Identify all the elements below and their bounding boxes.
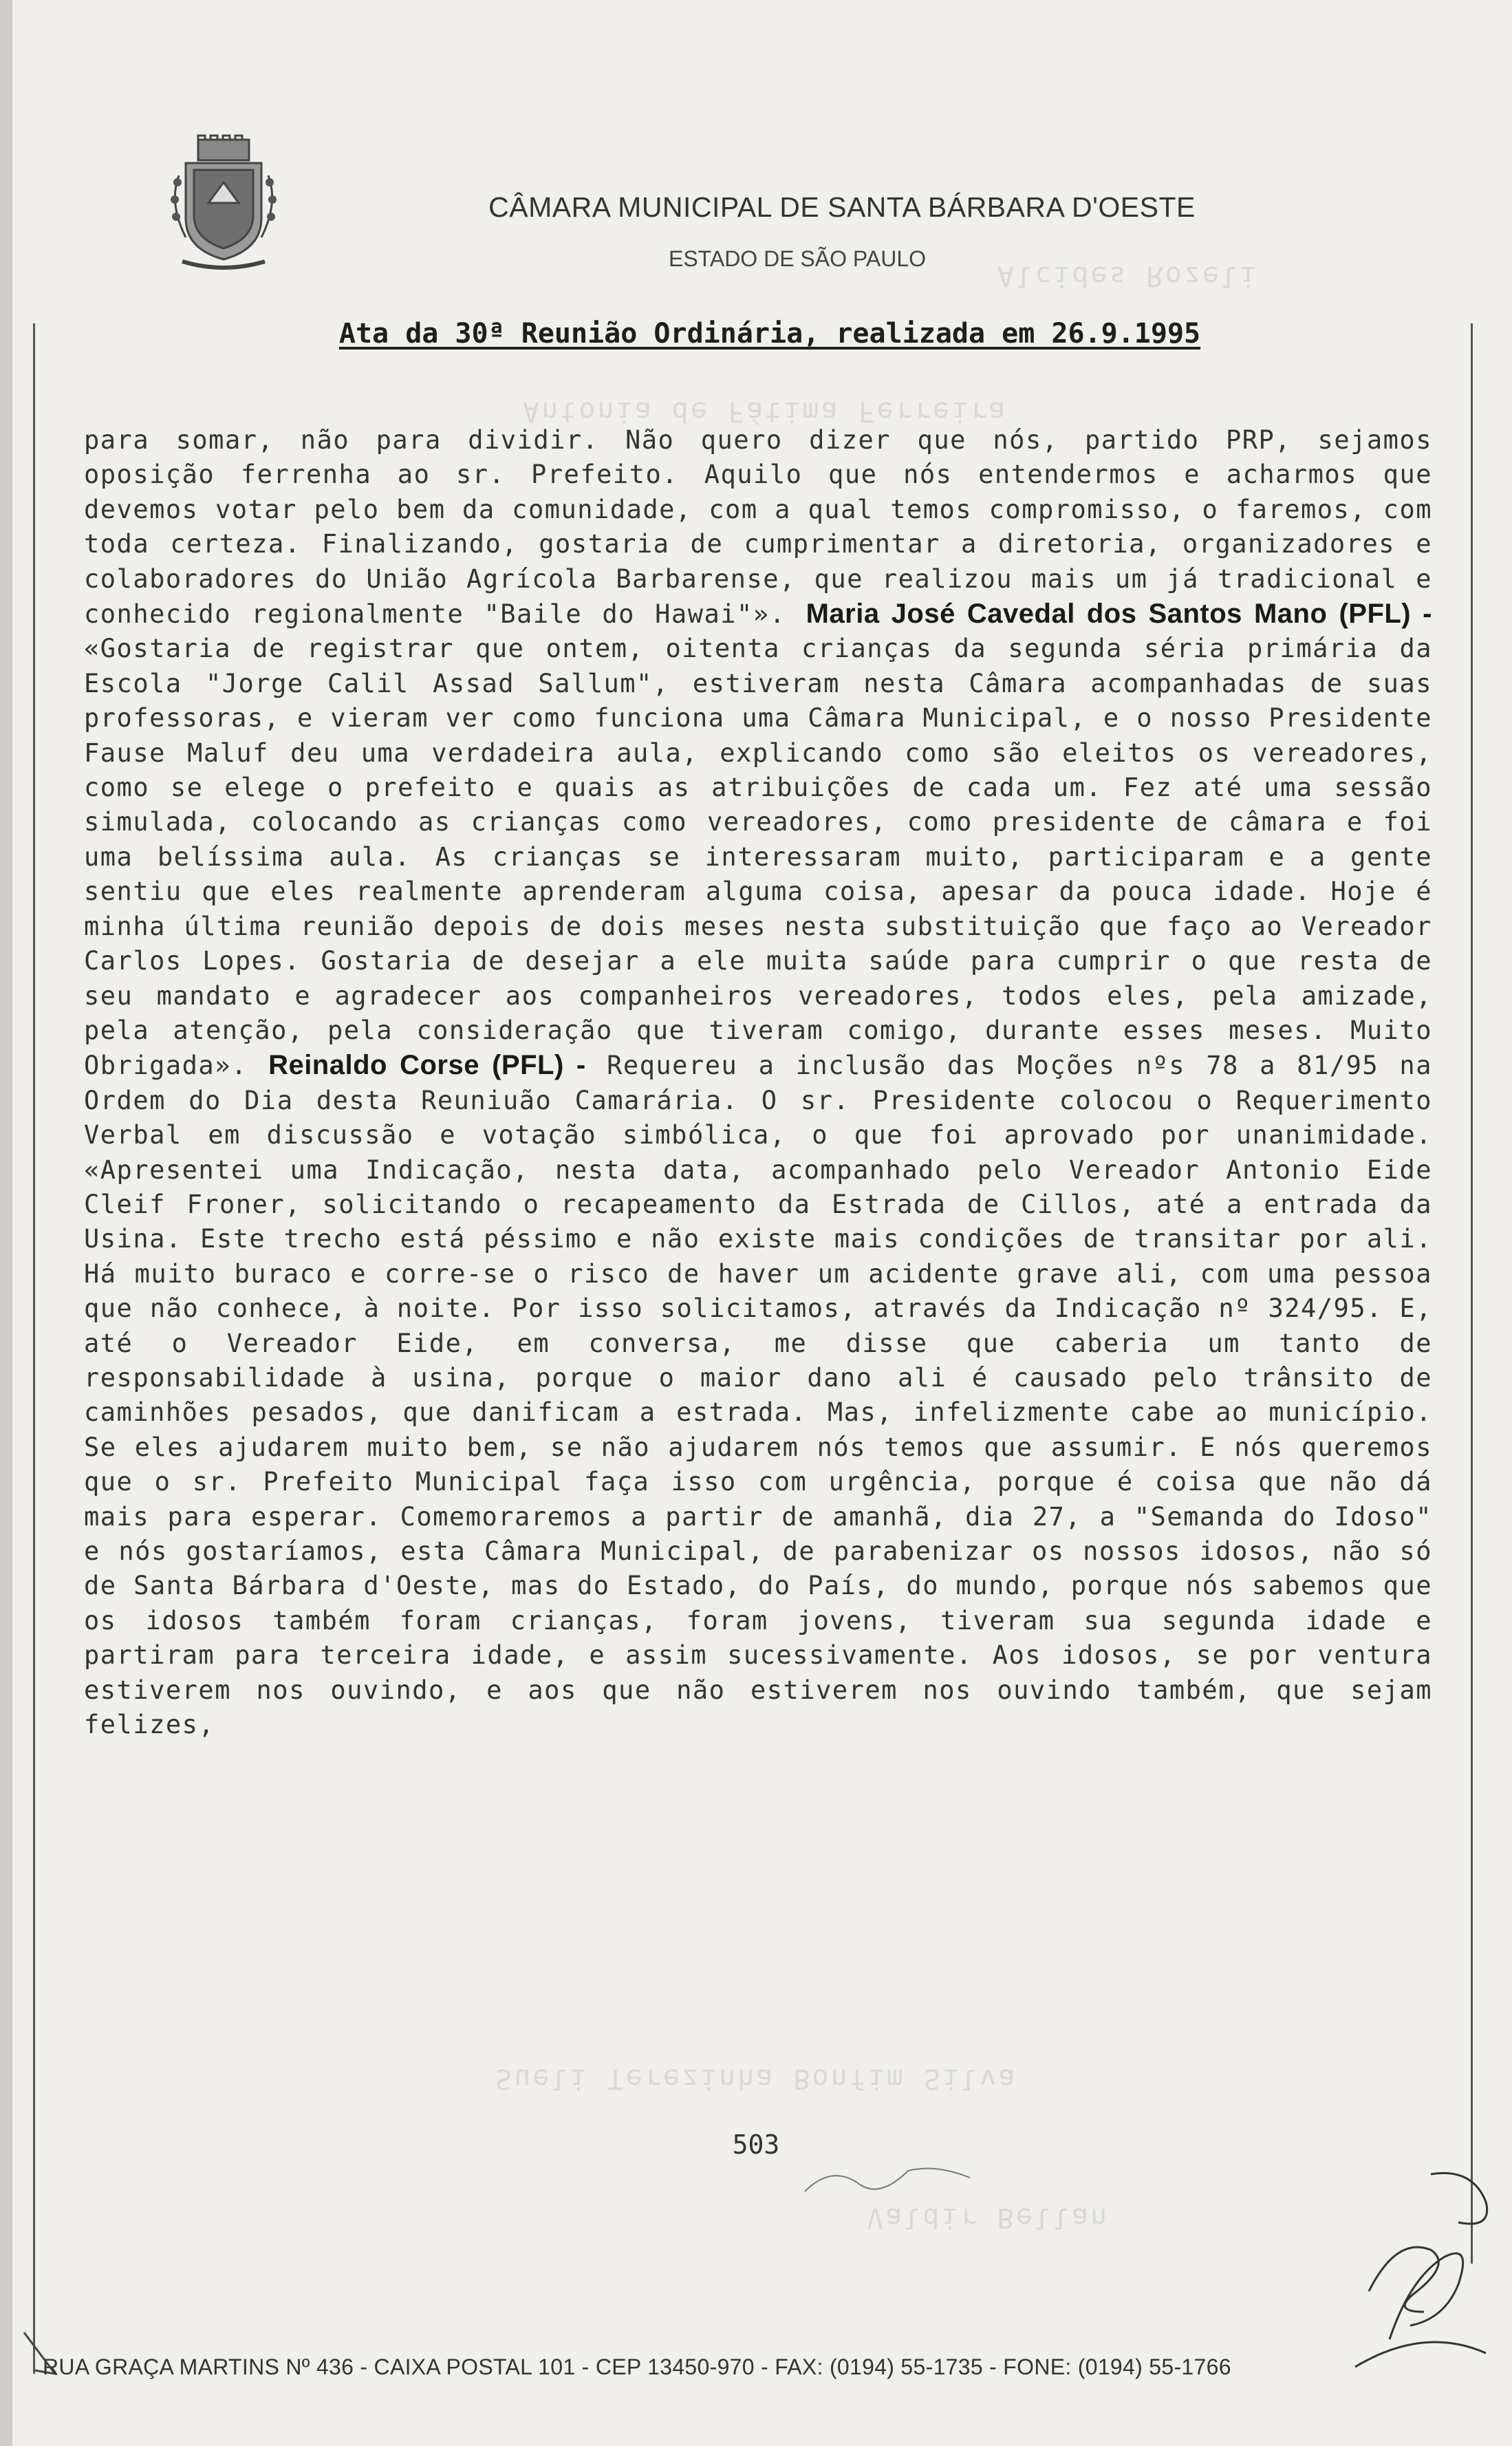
show-through-name: Alcides Rozeli — [997, 260, 1259, 292]
show-through-name: Sueli Terezinha Bonfim Silva — [495, 2063, 1017, 2094]
show-through-name: Antonia de Fátima Ferreira — [523, 396, 1008, 427]
page-edge — [0, 0, 12, 2446]
footer-address: RUA GRAÇA MARTINS Nº 436 - CAIXA POSTAL 101 - CEP 13450-970 - FAX: (0194) 55-1735 - FONE: (0194) 55-1766 — [43, 2354, 1231, 2379]
document-title: Ata da 30ª Reunião Ordinária, realizada em 26.9.1995 — [338, 318, 1201, 350]
state-name: ESTADO DE SÃO PAULO — [668, 246, 926, 271]
show-through-name: Valdir Bellan — [867, 2202, 1110, 2233]
minutes-body — [84, 423, 1432, 1742]
paragraph — [84, 423, 1432, 1742]
paragraph-text: «Gostaria de registrar que ontem, oitenta crianças da segunda séria primária da Escola "Jorge Calil Assad Sallum", estiveram nesta Câmara acompanhadas de suas professoras, e vieram ver como funciona uma Câmara Municipal, e o nosso Presidente Fause Maluf deu uma verdadeira aula, explicando como são eleitos os vereadores, como se elege o prefeito e quais as atribuições de cada um. Fez até uma sessão simulada, colocando as crianças como vereadores, como presidente de câmara e foi uma belíssima aula. As crianças se interessaram muito, participaram e a gente sentiu que eles realmente aprenderam alguma coisa, apesar da pouca idade. Hoje é minha última reunião depois de dois meses nesta substituição que faço ao Vereador Carlos Lopes. Gostaria de desejar a ele muita saúde para cumprir o que resta de seu mandato e agradecer aos companheiros vereadores, todos eles, pela amizade, pela atenção, pela consideração que tiveram comigo, durante esses meses. Muito Obrigada». — [84, 634, 1432, 1081]
right-margin-rule — [1471, 323, 1473, 2264]
page-number: 503 — [732, 2129, 780, 2160]
paragraph-text: Requereu a inclusão das Moções nºs 78 a 81/95 na Ordem do Dia desta Reuniuão Camarária. O sr. Presidente colocou o Requerimento Verbal em discussão e votação simbólica, o que foi aprovado por unanimidade. «Apresentei uma Indicação, nesta data, acompanhado pelo Vereador Antonio Eide Cleif Froner, solicitando o recapeamento da Estrada de Cillos, até a entrada da Usina. Este trecho está péssimo e não existe mais condições de transitar por ali. Há muito buraco e corre-se o risco de haver um acidente grave ali, com uma pessoa que não conhece, à noite. Por isso solicitamos, através da Indicação nº 324/95. E, até o Vereador Eide, em conversa, me disse que caberia um tanto de responsabilidade à usina, porque o maior dano ali é causado pelo trânsito de caminhões pesados, que danificam a estrada. Mas, infelizmente cabe ao município. Se eles ajudarem muito bem, se não ajudarem nós temos que assumir. E nós queremos que o sr. Prefeito Municipal faça isso com urgência, porque é coisa que não dá mais para esperar. Comemoraremos a partir de amanhã, dia 27, a "Semanda do Idoso" e nós gostaríamos, esta Câmara Municipal, de parabenizar os nossos idosos, não só de Santa Bárbara d'Oeste, mas do Estado, do País, do mundo, porque nós sabemos que os idosos também foram crianças, foram jovens, tiveram sua segunda idade e partiram para terceira idade, e assim sucessivamente. Aos idosos, se por ventura estiverem nos ouvindo, e aos que não estiverem nos ouvindo também, que sejam felizes, — [84, 1051, 1432, 1740]
speaker-name: Maria José Cavedal dos Santos Mano (PFL) - — [806, 599, 1433, 630]
left-margin-rule — [33, 323, 35, 2374]
handwritten-signature-icon — [1348, 2119, 1500, 2381]
paragraph-text: para somar, não para dividir. Não quero dizer que nós, partido PRP, sejamos oposição ferrenha ao sr. Prefeito. Aquilo que nós entendermos e acharmos que devemos votar pelo bem da comunidade, com a qual temos compromisso, o faremos, com toda certeza. Finalizando, gostaria de cumprimentar a diretoria, organizadores e colaboradores do União Agrícola Barbarense, que realizou mais um já tradicional e conhecido regionalmente "Baile do Hawai"». — [84, 425, 1432, 630]
initials-signature-icon — [798, 2157, 977, 2212]
speaker-name: Reinaldo Corse (PFL) - — [268, 1050, 586, 1081]
institution-name: CÂMARA MUNICIPAL DE SANTA BÁRBARA D'OESTE — [488, 191, 1196, 223]
